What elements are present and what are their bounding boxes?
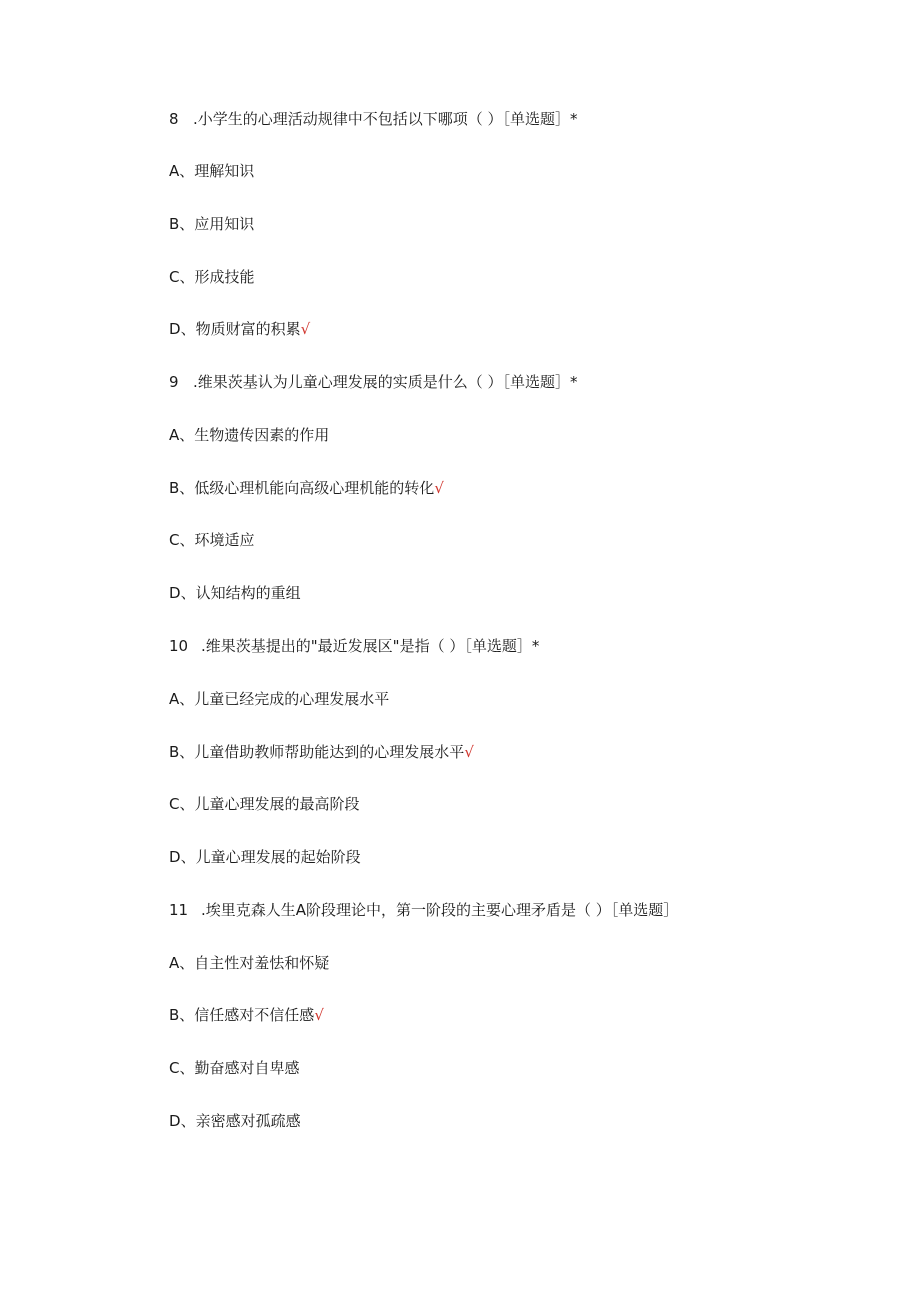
option-9-b[interactable] (169, 476, 444, 500)
option-10-a[interactable] (169, 687, 389, 711)
correct-mark-icon: √ (300, 320, 311, 338)
option-8-b[interactable] (169, 212, 254, 236)
question-number: 9 (169, 373, 179, 391)
option-8-a[interactable] (169, 159, 254, 183)
option-text: 、儿童借助教师帮助能达到的心理发展水平 (179, 743, 465, 761)
option-letter: C (169, 795, 180, 813)
option-8-d[interactable] (169, 317, 310, 341)
correct-mark-icon: √ (464, 743, 474, 761)
correct-mark-icon: √ (314, 1006, 324, 1024)
option-9-d[interactable] (169, 581, 301, 605)
option-letter: C (169, 268, 180, 286)
option-11-c[interactable] (169, 1056, 300, 1080)
option-10-b[interactable] (169, 740, 474, 764)
option-letter: B (169, 215, 180, 233)
option-10-c[interactable] (169, 792, 360, 816)
option-text: 、儿童心理发展的最高阶段 (179, 795, 360, 813)
option-letter: D (169, 1112, 181, 1130)
option-text: 、亲密感对孤疏感 (180, 1112, 301, 1130)
option-text: 、认知结构的重组 (180, 584, 301, 602)
question-number: 8 (169, 110, 179, 128)
option-letter: B (169, 743, 180, 761)
option-text: 、勤奋感对自卑感 (179, 1059, 300, 1077)
correct-mark-icon: √ (434, 479, 444, 497)
option-10-d[interactable] (169, 845, 361, 869)
option-text: 、自主性对羞怯和怀疑 (179, 954, 330, 972)
option-letter: C (169, 531, 180, 549)
option-11-a[interactable] (169, 951, 329, 975)
question-text: .小学生的心理活动规律中不包括以下哪项（ ）［单选题］* (193, 110, 578, 128)
option-text: 、物质财富的积累 (180, 320, 301, 338)
option-letter: C (169, 1059, 180, 1077)
question-8 (169, 107, 578, 131)
option-9-a[interactable] (169, 423, 329, 447)
question-number: 11 (169, 901, 189, 919)
option-letter: D (169, 584, 181, 602)
question-10 (169, 634, 539, 658)
question-11 (169, 898, 678, 922)
option-text: 、环境适应 (179, 531, 255, 549)
option-letter: D (169, 848, 181, 866)
option-11-b[interactable] (169, 1003, 324, 1027)
option-9-c[interactable] (169, 528, 255, 552)
question-text: .埃里克森人生A阶段理论中，第一阶段的主要心理矛盾是（ ）［单选题］ (201, 901, 679, 919)
option-letter: A (169, 426, 180, 444)
option-letter: B (169, 1006, 180, 1024)
option-letter: A (169, 690, 180, 708)
option-8-c[interactable] (169, 265, 255, 289)
option-letter: D (169, 320, 181, 338)
option-text: 、形成技能 (179, 268, 255, 286)
question-text: .维果茨基提出的"最近发展区"是指（ ）［单选题］* (201, 637, 540, 655)
option-text: 、儿童已经完成的心理发展水平 (179, 690, 390, 708)
option-11-d[interactable] (169, 1109, 301, 1133)
option-text: 、儿童心理发展的起始阶段 (180, 848, 361, 866)
question-number: 10 (169, 637, 189, 655)
option-letter: B (169, 479, 180, 497)
question-text: .维果茨基认为儿童心理发展的实质是什么（ ）［单选题］* (193, 373, 578, 391)
option-letter: A (169, 162, 180, 180)
option-text: 、生物遗传因素的作用 (179, 426, 330, 444)
option-text: 、低级心理机能向高级心理机能的转化 (179, 479, 435, 497)
option-text: 、应用知识 (179, 215, 255, 233)
option-text: 、信任感对不信任感 (179, 1006, 315, 1024)
question-9 (169, 370, 578, 394)
option-text: 、理解知识 (179, 162, 255, 180)
option-letter: A (169, 954, 180, 972)
